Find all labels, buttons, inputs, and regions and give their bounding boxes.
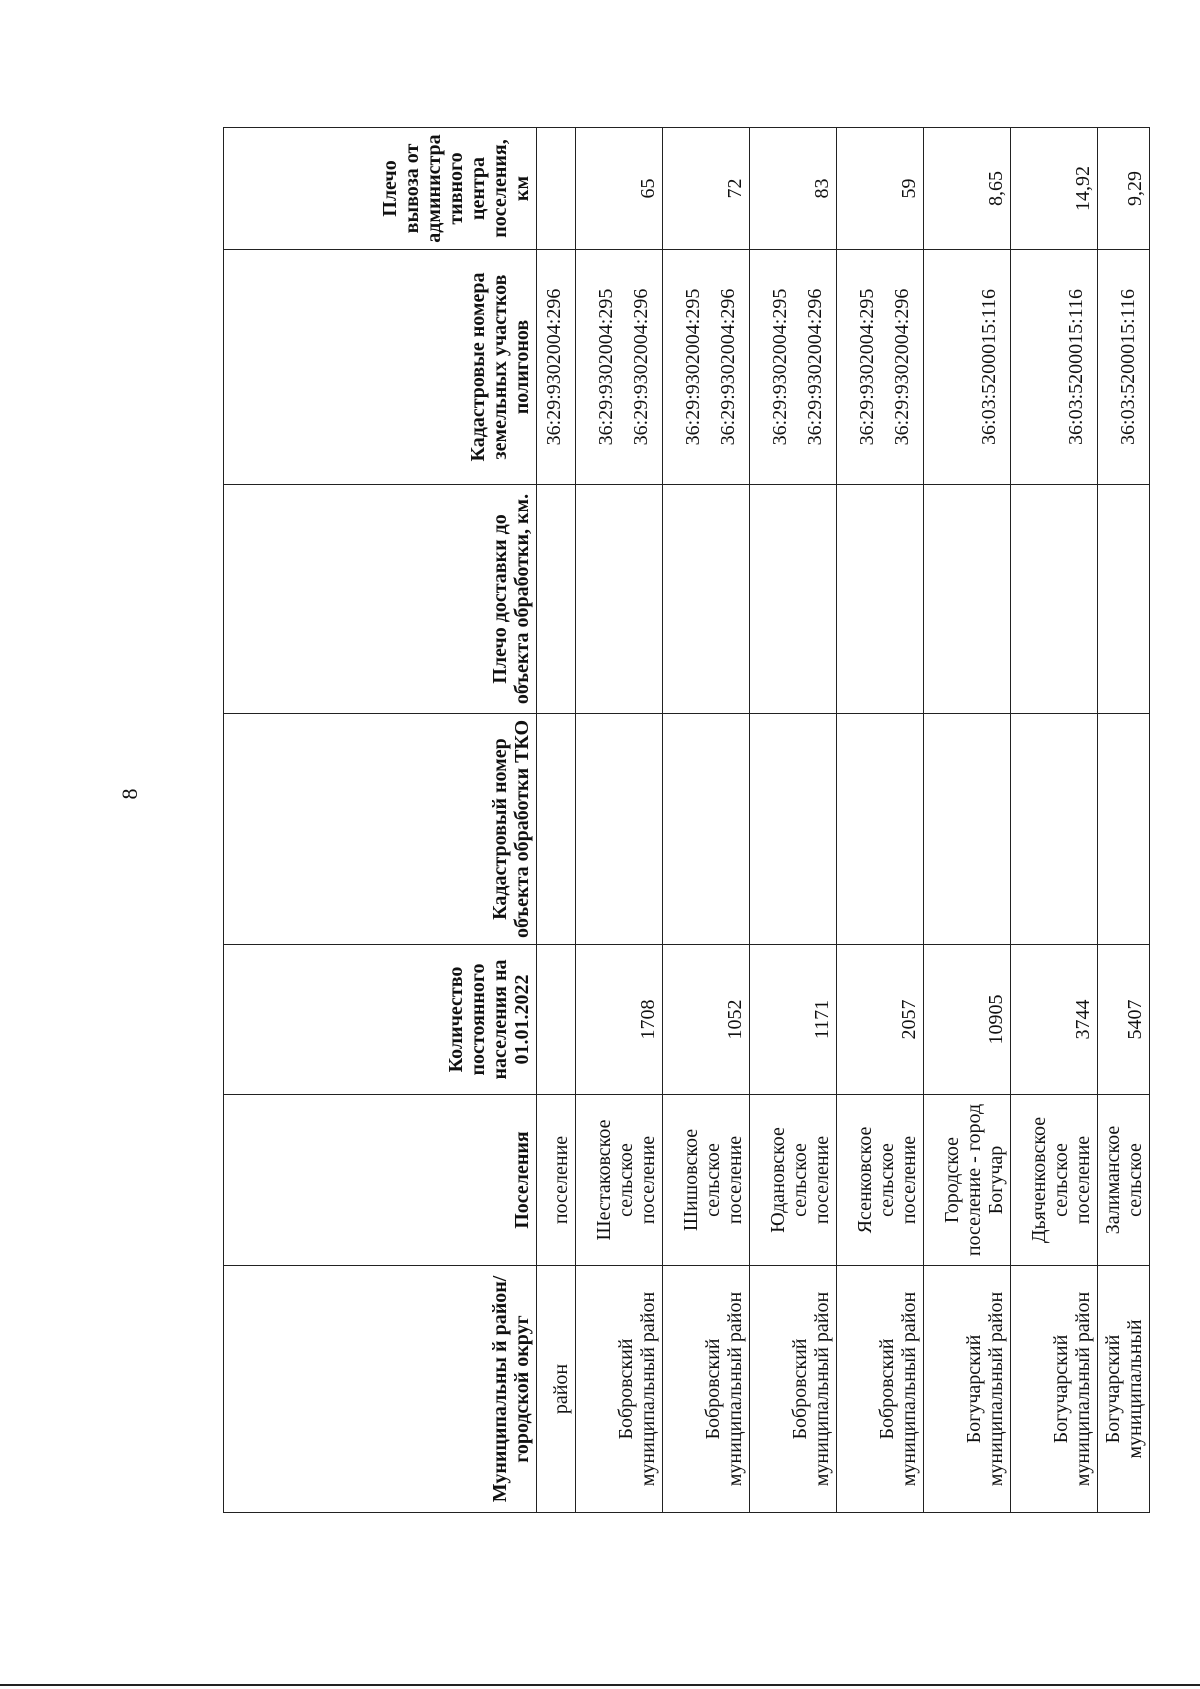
cell-distance-from-center: 65 xyxy=(576,128,663,250)
cell-distance-from-center: 9,29 xyxy=(1098,128,1150,250)
cell-district: Бобровский муниципальный район xyxy=(750,1266,837,1513)
cell-processing-cadastral xyxy=(537,714,576,945)
cell-delivery-distance xyxy=(576,485,663,714)
cell-district: Бобровский муниципальный район xyxy=(576,1266,663,1513)
table-row xyxy=(1011,128,1098,1513)
cell-polygon-cadastral xyxy=(1011,250,1098,485)
cell-processing-cadastral xyxy=(1011,714,1098,945)
table-header-row xyxy=(224,128,537,1513)
cell-polygon-cadastral xyxy=(750,250,837,485)
cell-delivery-distance xyxy=(1011,485,1098,714)
cadastral-number: 36:03:5200015:116 xyxy=(1117,289,1139,445)
header-settlement: Поселения xyxy=(224,1095,537,1266)
cell-district: Богучарский муниципальный район xyxy=(924,1266,1011,1513)
cell-population: 10905 xyxy=(924,945,1011,1095)
cell-distance-from-center: 72 xyxy=(663,128,750,250)
cell-delivery-distance xyxy=(663,485,750,714)
cadastral-number: 36:03:5200015:116 xyxy=(978,289,1000,445)
cadastral-number: 36:29:9302004:296 xyxy=(630,288,652,446)
cell-population xyxy=(537,945,576,1095)
cadastral-number: 36:29:9302004:296 xyxy=(543,288,565,446)
cell-district: Богучарский муниципальный район xyxy=(1011,1266,1098,1513)
table-row xyxy=(750,128,837,1513)
cell-polygon-cadastral xyxy=(1098,250,1150,485)
cell-distance-from-center: 83 xyxy=(750,128,837,250)
cell-delivery-distance xyxy=(837,485,924,714)
cell-settlement: поселение xyxy=(537,1095,576,1266)
cell-settlement: Дьяченковское сельское поселение xyxy=(1011,1095,1098,1266)
cadastral-number: 36:29:9302004:296 xyxy=(804,288,826,446)
header-population: Количество постоянного населения на 01.01.2022 xyxy=(224,945,537,1095)
cell-district: Богучарский муниципальный xyxy=(1098,1266,1150,1513)
table-row xyxy=(537,128,576,1513)
cell-polygon-cadastral xyxy=(576,250,663,485)
cell-delivery-distance xyxy=(750,485,837,714)
cell-population: 2057 xyxy=(837,945,924,1095)
cell-distance-from-center: 59 xyxy=(837,128,924,250)
cell-processing-cadastral xyxy=(924,714,1011,945)
cell-population: 1052 xyxy=(663,945,750,1095)
cell-district: район xyxy=(537,1266,576,1513)
cell-settlement: Шишовское сельское поселение xyxy=(663,1095,750,1266)
rotated-table-container xyxy=(223,128,1146,1513)
cadastral-number: 36:29:9302004:296 xyxy=(891,288,913,446)
cadastral-number: 36:29:9302004:295 xyxy=(769,288,791,446)
cell-population: 5407 xyxy=(1098,945,1150,1095)
cadastral-number: 36:29:9302004:295 xyxy=(682,288,704,446)
cell-distance-from-center xyxy=(537,128,576,250)
table-row xyxy=(924,128,1011,1513)
cadastral-number: 36:03:5200015:116 xyxy=(1065,289,1087,445)
cell-district: Бобровский муниципальный район xyxy=(663,1266,750,1513)
table-row xyxy=(837,128,924,1513)
cell-settlement: Ясенковское сельское поселение xyxy=(837,1095,924,1266)
cell-delivery-distance xyxy=(537,485,576,714)
cell-polygon-cadastral xyxy=(663,250,750,485)
waste-transport-table xyxy=(223,127,1150,1513)
table-row xyxy=(1098,128,1150,1513)
table-row xyxy=(663,128,750,1513)
cell-district: Бобровский муниципальный район xyxy=(837,1266,924,1513)
cell-population: 1171 xyxy=(750,945,837,1095)
header-distance-from-center: Плечо вывоза от администра тивного центра поселения, км xyxy=(224,128,537,250)
cell-processing-cadastral xyxy=(750,714,837,945)
bottom-scan-edge xyxy=(0,1684,1200,1686)
cell-processing-cadastral xyxy=(576,714,663,945)
cell-polygon-cadastral xyxy=(537,250,576,485)
cell-population: 3744 xyxy=(1011,945,1098,1095)
cell-polygon-cadastral xyxy=(924,250,1011,485)
cadastral-number: 36:29:9302004:295 xyxy=(595,288,617,446)
cadastral-number: 36:29:9302004:295 xyxy=(856,288,878,446)
cell-settlement: Шестаковское сельское поселение xyxy=(576,1095,663,1266)
table-row xyxy=(576,128,663,1513)
cell-distance-from-center: 14,92 xyxy=(1011,128,1098,250)
cell-settlement: Юдановское сельское поселение xyxy=(750,1095,837,1266)
cell-distance-from-center: 8,65 xyxy=(924,128,1011,250)
cell-processing-cadastral xyxy=(837,714,924,945)
header-processing-cadastral: Кадастровый номер объекта обработки ТКО xyxy=(224,714,537,945)
cadastral-number: 36:29:9302004:296 xyxy=(717,288,739,446)
header-district: Муниципальны й район/ городской округ xyxy=(224,1266,537,1513)
cell-processing-cadastral xyxy=(1098,714,1150,945)
cell-polygon-cadastral xyxy=(837,250,924,485)
cell-delivery-distance xyxy=(1098,485,1150,714)
cell-settlement: Залиманское сельское xyxy=(1098,1095,1150,1266)
header-polygon-cadastral: Кадастровые номера земельных участков полигонов xyxy=(224,250,537,485)
cell-delivery-distance xyxy=(924,485,1011,714)
header-delivery-distance: Плечо доставки до объекта обработки, км. xyxy=(224,485,537,714)
page-number: 8 xyxy=(117,788,142,800)
cell-population: 1708 xyxy=(576,945,663,1095)
cell-settlement: Городское поселение - город Богучар xyxy=(924,1095,1011,1266)
cell-processing-cadastral xyxy=(663,714,750,945)
